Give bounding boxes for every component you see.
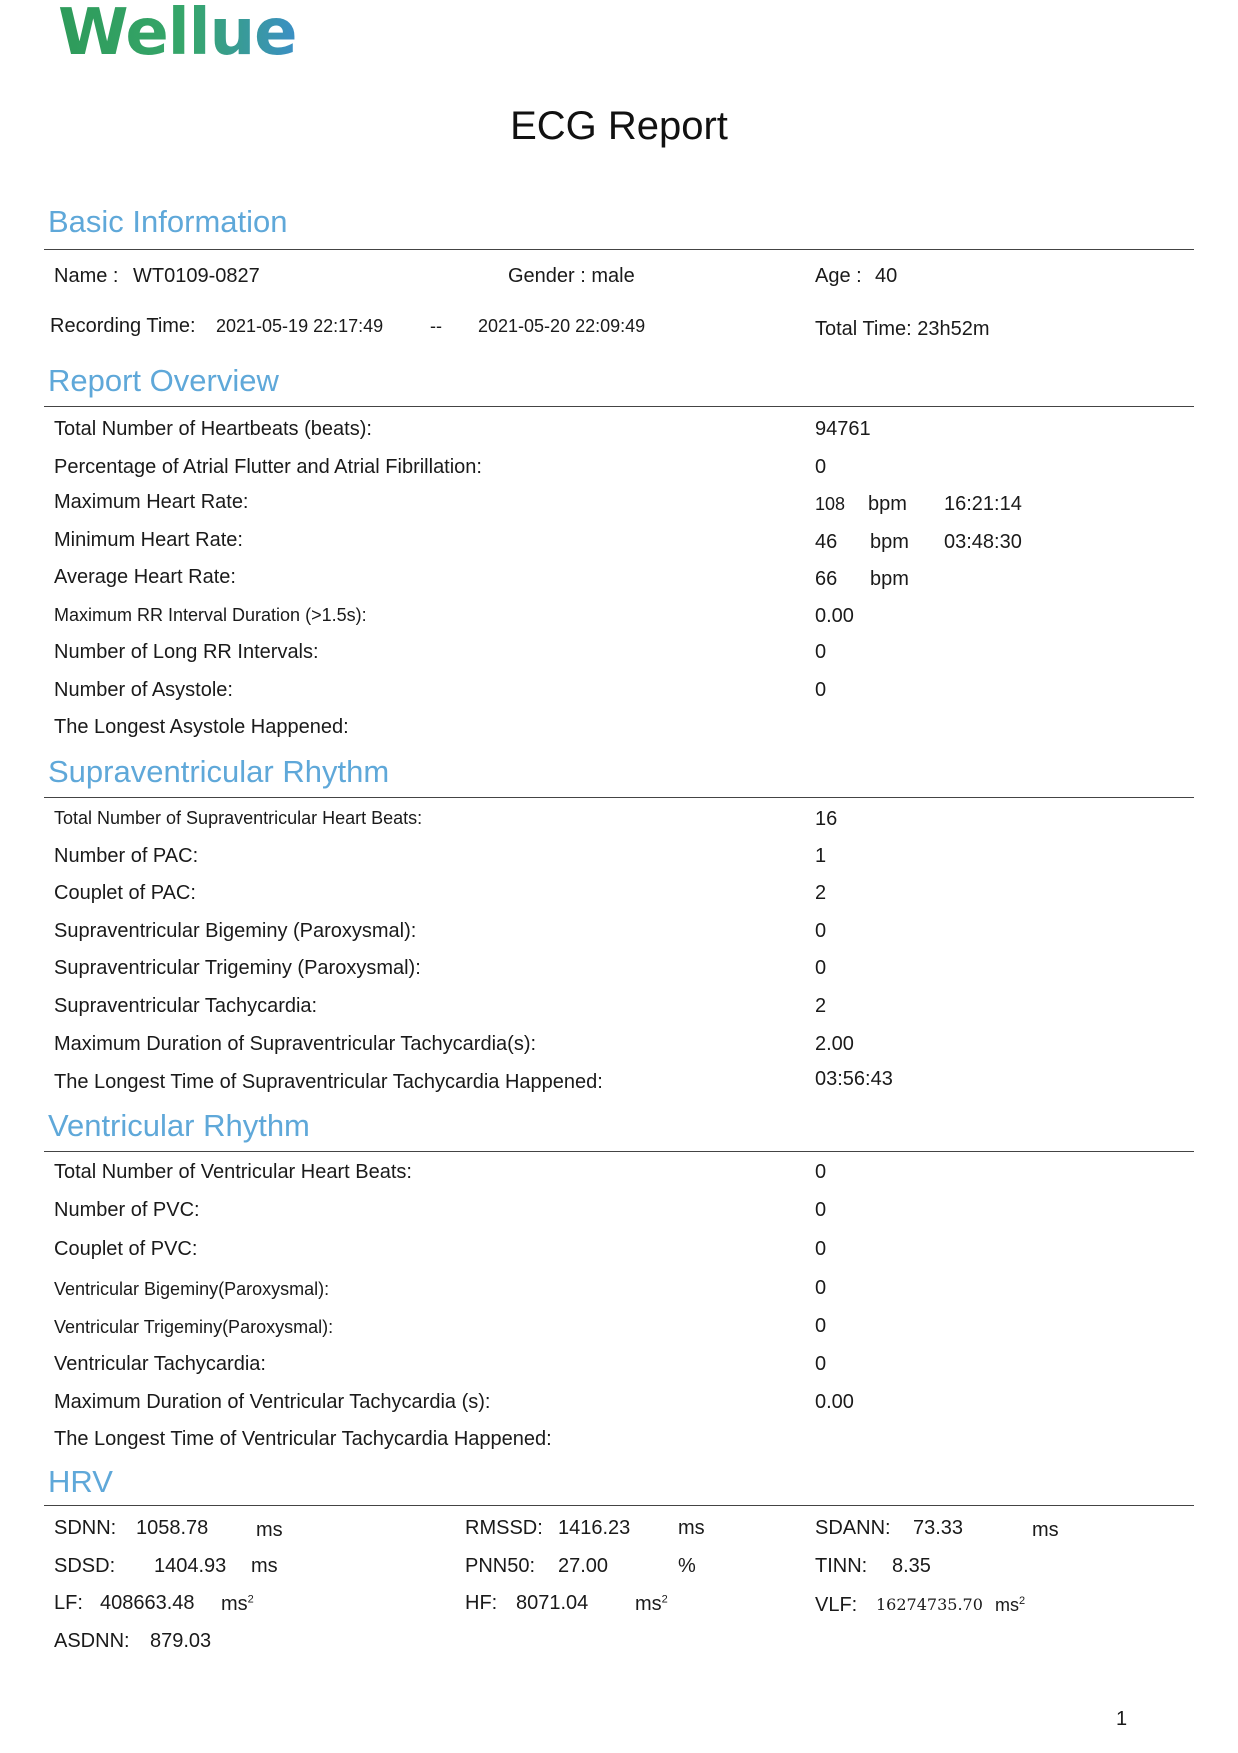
supra-value: 16 bbox=[815, 808, 838, 830]
tinn-label: TINN: bbox=[815, 1555, 868, 1577]
vent-label: Ventricular Trigeminy(Paroxysmal): bbox=[54, 1317, 334, 1337]
supra-value: 0 bbox=[815, 957, 827, 979]
max-hr-time: 16:21:14 bbox=[944, 493, 1022, 515]
overview-value: 94761 bbox=[815, 418, 871, 440]
vent-label: Maximum Duration of Ventricular Tachycardia (s): bbox=[54, 1391, 491, 1413]
lf-label: LF: bbox=[54, 1592, 83, 1614]
basic-info-divider bbox=[44, 249, 1194, 250]
vent-label: Ventricular Bigeminy(Paroxysmal): bbox=[54, 1279, 330, 1299]
vlf-unit-exponent: 2 bbox=[1019, 1595, 1026, 1607]
vent-value: 0 bbox=[815, 1353, 827, 1375]
overview-label: Number of Asystole: bbox=[54, 679, 233, 701]
page-number: 1 bbox=[1116, 1708, 1128, 1730]
sdsd-label: SDSD: bbox=[54, 1555, 116, 1577]
vent-label: Total Number of Ventricular Heart Beats: bbox=[54, 1161, 412, 1183]
overview-label: The Longest Asystole Happened: bbox=[54, 716, 349, 738]
total-time: Total Time: 23h52m bbox=[815, 318, 990, 340]
supra-value: 2 bbox=[815, 882, 827, 904]
supra-value: 2.00 bbox=[815, 1033, 854, 1055]
supra-label: Supraventricular Trigeminy (Paroxysmal): bbox=[54, 957, 421, 979]
hf-unit bbox=[635, 1593, 668, 1616]
min-hr-time: 03:48:30 bbox=[944, 531, 1022, 553]
supra-label: Supraventricular Tachycardia: bbox=[54, 995, 318, 1017]
gender-field: Gender : male bbox=[508, 265, 635, 287]
supraventricular-heading: Supraventricular Rhythm bbox=[48, 754, 390, 789]
overview-value: 0 bbox=[815, 679, 827, 701]
min-hr-value: 46 bbox=[815, 531, 838, 553]
avg-hr-unit: bpm bbox=[870, 568, 909, 590]
vlf-unit-text: ms bbox=[995, 1595, 1019, 1615]
overview-label: Minimum Heart Rate: bbox=[54, 529, 243, 551]
max-hr-unit: bpm bbox=[868, 493, 907, 515]
vent-value: 0 bbox=[815, 1238, 827, 1260]
overview-label: Total Number of Heartbeats (beats): bbox=[54, 418, 372, 440]
recording-end: 2021-05-20 22:09:49 bbox=[478, 316, 646, 336]
rmssd-value: 1416.23 bbox=[558, 1517, 631, 1539]
hrv-heading: HRV bbox=[48, 1464, 113, 1499]
hrv-divider bbox=[44, 1505, 1194, 1506]
recording-time-label: Recording Time: bbox=[50, 315, 196, 337]
rmssd-unit: ms bbox=[678, 1517, 705, 1539]
recording-start: 2021-05-19 22:17:49 bbox=[216, 316, 384, 336]
supra-label: Supraventricular Bigeminy (Paroxysmal): bbox=[54, 920, 417, 942]
pnn50-label: PNN50: bbox=[465, 1555, 536, 1577]
sdnn-unit: ms bbox=[256, 1519, 283, 1541]
overview-label: Maximum Heart Rate: bbox=[54, 491, 249, 513]
name-label: Name : bbox=[54, 265, 119, 287]
hf-unit-exponent: 2 bbox=[661, 1593, 668, 1606]
sdann-label: SDANN: bbox=[815, 1517, 891, 1539]
sdann-value: 73.33 bbox=[913, 1517, 964, 1539]
overview-label: Average Heart Rate: bbox=[54, 566, 236, 588]
recording-separator: -- bbox=[430, 316, 442, 336]
asdnn-value: 879.03 bbox=[150, 1630, 212, 1652]
tinn-value: 8.35 bbox=[892, 1555, 931, 1577]
overview-value: 0 bbox=[815, 641, 827, 663]
vent-label: The Longest Time of Ventricular Tachycardia Happened: bbox=[54, 1428, 552, 1450]
supra-label: Number of PAC: bbox=[54, 845, 199, 867]
pnn50-value: 27.00 bbox=[558, 1555, 609, 1577]
name-value: WT0109-0827 bbox=[133, 265, 260, 287]
hf-label: HF: bbox=[465, 1592, 498, 1614]
pnn50-unit: % bbox=[678, 1555, 696, 1577]
supra-label: Total Number of Supraventricular Heart Beats: bbox=[54, 808, 423, 828]
basic-info-heading: Basic Information bbox=[48, 204, 288, 239]
supra-value: 0 bbox=[815, 920, 827, 942]
report-overview-heading: Report Overview bbox=[48, 363, 279, 398]
overview-label: Number of Long RR Intervals: bbox=[54, 641, 319, 663]
vent-label: Couplet of PVC: bbox=[54, 1238, 198, 1260]
vent-value: 0 bbox=[815, 1277, 827, 1299]
vlf-label: VLF: bbox=[815, 1594, 858, 1616]
age-label: Age : bbox=[815, 265, 862, 287]
ventricular-divider bbox=[44, 1151, 1194, 1152]
overview-value: 0.00 bbox=[815, 605, 854, 627]
supra-label: The Longest Time of Supraventricular Tachycardia Happened: bbox=[54, 1071, 603, 1093]
asdnn-label: ASDNN: bbox=[54, 1630, 130, 1652]
sdnn-label: SDNN: bbox=[54, 1517, 117, 1539]
lf-unit-text: ms bbox=[221, 1593, 248, 1615]
rmssd-label: RMSSD: bbox=[465, 1517, 543, 1539]
overview-label: Maximum RR Interval Duration (>1.5s): bbox=[54, 605, 367, 625]
hf-value: 8071.04 bbox=[516, 1592, 589, 1614]
hf-unit-text: ms bbox=[635, 1593, 662, 1615]
report-overview-divider bbox=[44, 406, 1194, 407]
vent-value: 0 bbox=[815, 1315, 827, 1337]
overview-label: Percentage of Atrial Flutter and Atrial Fibrillation: bbox=[54, 456, 482, 478]
min-hr-unit: bpm bbox=[870, 531, 909, 553]
sdnn-value: 1058.78 bbox=[136, 1517, 209, 1539]
vent-label: Ventricular Tachycardia: bbox=[54, 1353, 266, 1375]
sdsd-value: 1404.93 bbox=[154, 1555, 227, 1577]
wellue-logo: Wellue bbox=[58, 0, 297, 70]
lf-value: 408663.48 bbox=[100, 1592, 195, 1614]
max-hr-value: 108 bbox=[815, 494, 846, 514]
supra-value: 03:56:43 bbox=[815, 1068, 893, 1090]
supra-label: Maximum Duration of Supraventricular Tachycardia(s): bbox=[54, 1033, 537, 1055]
supra-value: 2 bbox=[815, 995, 827, 1017]
vent-value: 0 bbox=[815, 1199, 827, 1221]
lf-unit bbox=[221, 1593, 254, 1616]
avg-hr-value: 66 bbox=[815, 568, 838, 590]
lf-unit-exponent: 2 bbox=[247, 1593, 254, 1606]
supra-label: Couplet of PAC: bbox=[54, 882, 196, 904]
vent-value: 0 bbox=[815, 1161, 827, 1183]
vent-label: Number of PVC: bbox=[54, 1199, 200, 1221]
supraventricular-divider bbox=[44, 797, 1194, 798]
sdann-unit: ms bbox=[1032, 1519, 1059, 1541]
overview-value: 0 bbox=[815, 456, 827, 478]
age-value: 40 bbox=[875, 265, 898, 287]
vlf-unit bbox=[995, 1595, 1025, 1616]
vent-value: 0.00 bbox=[815, 1391, 854, 1413]
sdsd-unit: ms bbox=[251, 1555, 278, 1577]
page-title: ECG Report bbox=[510, 104, 728, 148]
ventricular-heading: Ventricular Rhythm bbox=[48, 1108, 310, 1143]
supra-value: 1 bbox=[815, 845, 827, 867]
vlf-value: 16274735.70 bbox=[876, 1595, 983, 1614]
